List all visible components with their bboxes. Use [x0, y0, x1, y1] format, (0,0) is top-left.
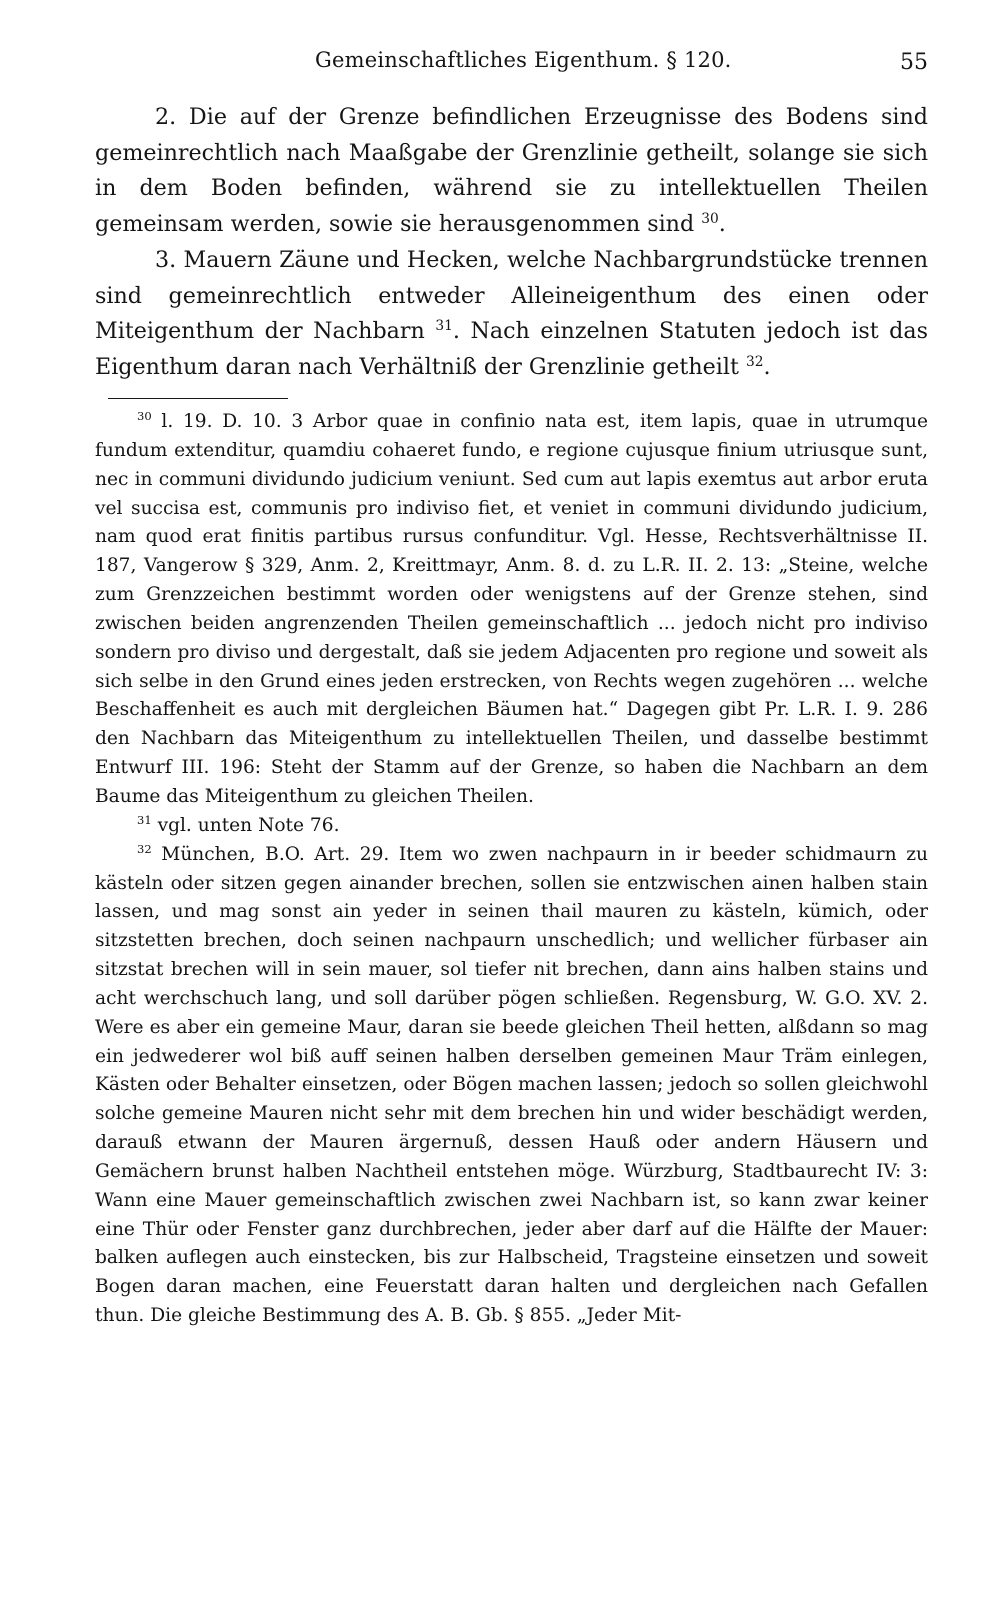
footnote-text: München, B.O. Art. 29. Item wo zwen nachpaurn in ir beeder schidmaurn zu kästeln oder sitzen gegen ainander brechen, sollen sie entzwischen ainen halben stain lassen, und mag sonst ain yeder in seinen thail mauren zu kästeln, kümich, oder sitzstetten brechen, doch seinen nachpaurn unschedlich; und wellicher fürbaser ain sitzstat brechen will in sein mauer, sol tiefer nit brechen, dann ains halben stains und acht werchschuch lang, und soll darüber pögen schließen. Regensburg, W. G.O. XV. 2. Were es aber ein gemeine Maur, daran sie beede gleichen Theil hetten, alßdann so mag ein jedwederer wol biß auff seinen halben derselben gemeinen Maur Träm einlegen, Kästen oder Behalter einsetzen, oder Bögen machen lassen; jedoch so sollen gleichwohl solche gemeine Mauren nicht sehr mit dem brechen hin und wider beschädigt werden, darauß etwann der Mauren ärgernuß, dessen Hauß oder andern Häusern und Gemächern brunst halben Nachtheil entstehen möge. Würzburg, Stadtbaurecht IV: 3: Wann eine Mauer gemeinschaftlich zwischen zwei Nachbarn ist, so kann zwar keiner eine Thür oder Fenster ganz durchbrechen, jeder aber darf auf die Hälfte der Mauer: balken auflegen auch einstecken, bis zur Halbscheid, Tragsteine einsetzen und soweit Bogen daran machen, eine Feuerstatt daran halten und dergleichen nach Gefallen thun. Die gleiche Bestimmung des A. B. Gb. § 855. „Jeder Mit-: [95, 843, 928, 1327]
footnote-mark: 32: [137, 841, 152, 856]
paragraph-2: [95, 100, 928, 243]
page-number: 55: [900, 50, 928, 75]
footnote-ref-32: 32: [745, 353, 764, 370]
paragraph-text: 2. Die auf der Grenze befindlichen Erzeugnisse des Bodens sind gemeinrechtlich nach Maaßgabe der Grenzlinie getheilt, solange sie sich in dem Boden befinden, während sie zu intellektuellen Theilen gemeinsam werden, sowie sie herausgenommen sind: [95, 104, 928, 238]
footnote-32: [95, 841, 928, 1331]
footnote-ref-31: 31: [435, 317, 453, 334]
paragraph-text: . Nach einzelnen Statuten jedoch ist das Eigenthum daran nach Verhältniß der Grenzlinie getheilt: [95, 318, 928, 380]
footnote-ref-30: 30: [701, 210, 719, 227]
paragraph-3: [95, 243, 928, 386]
footnote-divider: [108, 398, 288, 399]
page-header: [95, 48, 928, 82]
footnotes: [95, 408, 928, 1331]
paragraph-text: .: [718, 211, 726, 238]
footnote-mark: 31: [137, 812, 152, 827]
footnote-text: vgl. unten Note 76.: [157, 814, 340, 836]
paragraph-text: .: [763, 353, 771, 380]
running-title: Gemeinschaftliches Eigenthum. § 120.: [315, 48, 732, 72]
footnote-30: [95, 408, 928, 812]
footnote-text: l. 19. D. 10. 3 Arbor quae in confinio nata est, item lapis, quae in utrumque fundum extenditur, quamdiu cohaeret fundo, e regione cujusque finium utriusque sunt, nec in communi dividundo judicium veniunt. Sed cum aut lapis exemtus aut arbor eruta vel succisa est, communis pro indiviso fiet, et veniet in communi dividundo judicium, nam quod erat finitis partibus rursus confunditur. Vgl. Hesse, Rechtsverhältnisse II. 187, Vangerow § 329, Anm. 2, Kreittmayr, Anm. 8. d. zu L.R. II. 2. 13: „Steine, welche zum Grenzzeichen bestimmt worden oder wenigstens auf der Grenze stehen, sind zwischen beiden angrenzenden Theilen gemeinschaftlich ... jedoch nicht pro indiviso sondern pro diviso und dergestalt, daß sie jedem Adjacenten pro regione und soweit als sich selbe in den Grund eines jeden erstrecken, von Rechts wegen zugehören ... welche Beschaffenheit es auch mit dergleichen Bäumen hat.“ Dagegen gibt Pr. L.R. I. 9. 286 den Nachbarn das Miteigenthum zu intellektuellen Theilen, und dasselbe bestimmt Entwurf III. 196: Steht der Stamm auf der Grenze, so haben die Nachbarn an dem Baume das Miteigenthum zu gleichen Theilen.: [95, 411, 928, 807]
footnote-mark: 30: [137, 409, 152, 424]
main-text: [95, 100, 928, 386]
footnote-31: [95, 812, 928, 841]
paragraph-text: 3. Mauern Zäune und Hecken, welche Nachbargrundstücke trennen sind gemeinrechtlich entweder Alleineigenthum des einen oder Miteigenthum der Nachbarn: [95, 246, 928, 345]
